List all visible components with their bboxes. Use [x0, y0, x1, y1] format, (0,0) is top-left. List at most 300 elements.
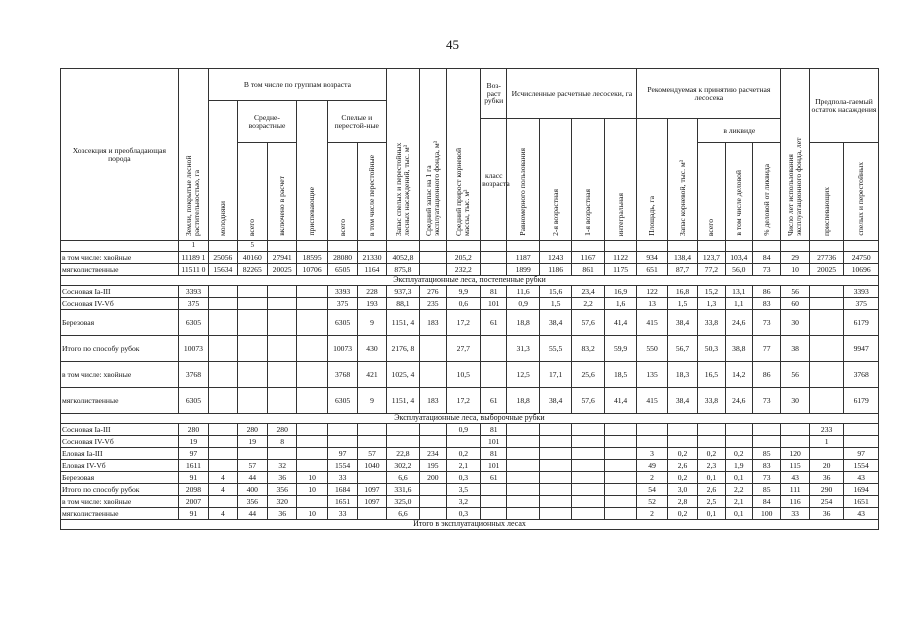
- table-cell: [420, 508, 446, 520]
- header-calc-2age: 2-я возрастная: [539, 119, 571, 241]
- table-cell: [297, 362, 327, 388]
- table-cell: 3393: [178, 286, 208, 298]
- table-cell: [237, 286, 267, 298]
- table-cell: [667, 424, 697, 436]
- table-cell: [844, 424, 879, 436]
- table-cell: 3,2: [446, 496, 481, 508]
- table-cell: 24,6: [725, 388, 752, 414]
- table-cell: [572, 472, 604, 484]
- table-cell: [809, 298, 844, 310]
- table-cell: 19: [178, 436, 208, 448]
- table-cell: 33: [327, 472, 357, 484]
- row-label: Сосновая IV-Vб: [61, 436, 179, 448]
- table-cell: 1694: [844, 484, 879, 496]
- header-calc-1age: 1-я возрастная: [572, 119, 604, 241]
- header-calc-even: Равномерного пользования: [507, 119, 539, 241]
- table-cell: 44: [237, 472, 267, 484]
- table-cell: [604, 484, 637, 496]
- header-years: Число лет использования эксплуатационного фонда, лет: [781, 69, 809, 241]
- column-index-cell: [267, 241, 296, 252]
- table-cell: [507, 496, 539, 508]
- table-cell: 1651: [844, 496, 879, 508]
- table-cell: 2,1: [446, 460, 481, 472]
- table-cell: 32: [267, 460, 296, 472]
- row-label: мягколиственные: [61, 388, 179, 414]
- header-middle-all: всего: [237, 143, 267, 241]
- table-cell: 73: [753, 310, 781, 336]
- table-cell: 875,8: [386, 264, 419, 276]
- table-cell: 2: [637, 472, 667, 484]
- table-cell: [604, 448, 637, 460]
- table-cell: [539, 436, 571, 448]
- table-cell: 0,2: [725, 448, 752, 460]
- table-cell: [572, 424, 604, 436]
- table-cell: 17,1: [539, 362, 571, 388]
- table-cell: 6,6: [386, 508, 419, 520]
- table-cell: [209, 424, 237, 436]
- table-row: [61, 336, 879, 362]
- table-cell: 24750: [844, 252, 879, 264]
- table-cell: 2,6: [667, 460, 697, 472]
- table-cell: 101: [481, 298, 507, 310]
- table-cell: 138,4: [667, 252, 697, 264]
- table-cell: 0,9: [446, 424, 481, 436]
- column-index-cell: [358, 241, 386, 252]
- table-cell: 934: [637, 252, 667, 264]
- table-cell: 4052,8: [386, 252, 419, 264]
- header-mature: Спелые и перестой-ные: [327, 101, 386, 143]
- table-cell: [297, 310, 327, 336]
- table-cell: [386, 424, 419, 436]
- table-row: [61, 472, 879, 484]
- table-cell: 12,5: [507, 362, 539, 388]
- table-cell: 21330: [358, 252, 386, 264]
- table-cell: 415: [637, 310, 667, 336]
- table-cell: 33,8: [698, 310, 725, 336]
- table-cell: 3768: [844, 362, 879, 388]
- table-cell: [507, 436, 539, 448]
- row-label: в том числе: хвойные: [61, 252, 179, 264]
- table-cell: 16,8: [667, 286, 697, 298]
- table-cell: 302,2: [386, 460, 419, 472]
- table-cell: 40160: [237, 252, 267, 264]
- table-cell: 234: [420, 448, 446, 460]
- table-cell: 200: [420, 472, 446, 484]
- forest-estimate-table: [60, 68, 879, 530]
- table-row: [61, 264, 879, 276]
- table-cell: [572, 508, 604, 520]
- table-cell: 38,4: [667, 310, 697, 336]
- row-label: Сосновая IV-Vб: [61, 298, 179, 310]
- table-cell: 4: [209, 472, 237, 484]
- row-label: в том числе: хвойные: [61, 496, 179, 508]
- table-cell: 30: [781, 388, 809, 414]
- table-cell: 83,2: [572, 336, 604, 362]
- table-cell: 73: [753, 472, 781, 484]
- table-cell: 1097: [358, 484, 386, 496]
- header-liquid-pct: % деловой от ликвида: [753, 143, 781, 241]
- table-cell: 1651: [327, 496, 357, 508]
- table-cell: 2,3: [698, 460, 725, 472]
- header-calculated-cuts: Исчисленные расчетные лесосеки, га: [507, 69, 637, 119]
- table-cell: 24,6: [725, 310, 752, 336]
- header-middle-included: включено в расчет: [267, 143, 296, 241]
- table-cell: [267, 298, 296, 310]
- table-cell: 61: [481, 388, 507, 414]
- table-cell: [420, 362, 446, 388]
- table-cell: 2,6: [698, 484, 725, 496]
- table-cell: [209, 496, 237, 508]
- table-cell: 49: [637, 460, 667, 472]
- table-cell: 0,1: [698, 508, 725, 520]
- table-cell: 25,6: [572, 362, 604, 388]
- table-cell: 101: [481, 436, 507, 448]
- table-cell: 1: [809, 436, 844, 448]
- table-cell: 9: [358, 310, 386, 336]
- table-cell: 55,5: [539, 336, 571, 362]
- table-cell: [297, 336, 327, 362]
- table-cell: [209, 448, 237, 460]
- table-cell: [753, 424, 781, 436]
- table-cell: [297, 448, 327, 460]
- row-label: Сосновая Iа-III: [61, 424, 179, 436]
- section-caption: Итого в эксплуатационных лесах: [61, 520, 879, 530]
- table-cell: 6305: [327, 388, 357, 414]
- table-cell: 43: [844, 472, 879, 484]
- table-cell: 88,1: [386, 298, 419, 310]
- table-cell: 73: [753, 264, 781, 276]
- table-cell: [539, 424, 571, 436]
- table-cell: [237, 298, 267, 310]
- table-cell: 36: [267, 508, 296, 520]
- table-row: [61, 388, 879, 414]
- table-cell: [539, 496, 571, 508]
- table-cell: [667, 436, 697, 448]
- table-cell: 3768: [327, 362, 357, 388]
- table-cell: 228: [358, 286, 386, 298]
- table-row: [61, 436, 879, 448]
- table-cell: 10696: [844, 264, 879, 276]
- table-cell: [420, 424, 446, 436]
- table-row: [61, 424, 879, 436]
- column-index-cell: [844, 241, 879, 252]
- table-cell: [237, 336, 267, 362]
- table-cell: 10706: [297, 264, 327, 276]
- table-cell: 20: [809, 460, 844, 472]
- table-cell: 1,9: [725, 460, 752, 472]
- table-cell: [237, 310, 267, 336]
- table-cell: 56,7: [667, 336, 697, 362]
- row-label: Еловая IV-Vб: [61, 460, 179, 472]
- column-index-cell: [446, 241, 481, 252]
- table-cell: [539, 484, 571, 496]
- column-index-cell: [297, 241, 327, 252]
- section-row: [61, 520, 879, 530]
- table-cell: [539, 460, 571, 472]
- table-cell: 23,4: [572, 286, 604, 298]
- column-index-cell: 1: [178, 241, 208, 252]
- column-index-cell: [781, 241, 809, 252]
- table-cell: 2,5: [698, 496, 725, 508]
- table-cell: [267, 362, 296, 388]
- table-cell: 331,6: [386, 484, 419, 496]
- table-cell: [725, 424, 752, 436]
- table-cell: 10: [297, 508, 327, 520]
- table-cell: 27941: [267, 252, 296, 264]
- table-cell: 290: [809, 484, 844, 496]
- table-cell: [572, 484, 604, 496]
- table-cell: 1899: [507, 264, 539, 276]
- table-cell: 6305: [178, 388, 208, 414]
- table-cell: 9,9: [446, 286, 481, 298]
- table-cell: [539, 472, 571, 484]
- table-cell: 33,8: [698, 388, 725, 414]
- table-cell: 183: [420, 310, 446, 336]
- table-cell: 1097: [358, 496, 386, 508]
- table-cell: 18,8: [507, 310, 539, 336]
- table-cell: [237, 448, 267, 460]
- table-cell: 1175: [604, 264, 637, 276]
- table-cell: [420, 484, 446, 496]
- table-cell: 61: [481, 310, 507, 336]
- table-cell: 20025: [267, 264, 296, 276]
- table-cell: 232,2: [446, 264, 481, 276]
- table-cell: 0,2: [667, 472, 697, 484]
- table-cell: 233: [809, 424, 844, 436]
- table-cell: 22,8: [386, 448, 419, 460]
- table-cell: 11,6: [507, 286, 539, 298]
- table-cell: [237, 388, 267, 414]
- table-cell: 0,1: [725, 508, 752, 520]
- table-cell: 116: [781, 496, 809, 508]
- table-cell: [481, 252, 507, 264]
- table-cell: 59,9: [604, 336, 637, 362]
- table-cell: 97: [178, 448, 208, 460]
- table-cell: [297, 496, 327, 508]
- table-cell: 1167: [572, 252, 604, 264]
- table-cell: 50,3: [698, 336, 725, 362]
- table-cell: 27,7: [446, 336, 481, 362]
- header-maturing: приспевающие: [297, 101, 327, 241]
- table-cell: 430: [358, 336, 386, 362]
- table-cell: 91: [178, 508, 208, 520]
- table-cell: 861: [572, 264, 604, 276]
- table-cell: 2007: [178, 496, 208, 508]
- row-label: Еловая Iа-III: [61, 448, 179, 460]
- table-cell: [809, 286, 844, 298]
- table-cell: [572, 436, 604, 448]
- table-cell: [725, 436, 752, 448]
- table-cell: [781, 424, 809, 436]
- table-cell: 1554: [327, 460, 357, 472]
- table-cell: 135: [637, 362, 667, 388]
- table-cell: 0,3: [446, 508, 481, 520]
- header-liquid-business: в том числе деловой: [725, 143, 752, 241]
- row-label: Итого по способу рубок: [61, 484, 179, 496]
- table-cell: [507, 484, 539, 496]
- header-species: Хозсекция и преобладающая порода: [61, 69, 179, 241]
- table-cell: 2,1: [725, 496, 752, 508]
- table-cell: [481, 336, 507, 362]
- table-cell: [698, 424, 725, 436]
- table-cell: 0,2: [667, 508, 697, 520]
- table-cell: 82265: [237, 264, 267, 276]
- table-cell: 122: [637, 286, 667, 298]
- column-index-cell: [481, 241, 507, 252]
- header-remaining-stands: Предпола-гаемый остаток насаждения: [809, 69, 878, 143]
- table-cell: 15634: [209, 264, 237, 276]
- table-cell: 9: [358, 388, 386, 414]
- table-cell: 18,5: [604, 362, 637, 388]
- table-cell: 2,8: [667, 496, 697, 508]
- column-index-cell: [667, 241, 697, 252]
- table-cell: 3: [637, 448, 667, 460]
- table-cell: [446, 436, 481, 448]
- table-cell: 0,1: [698, 472, 725, 484]
- table-cell: 1243: [539, 252, 571, 264]
- table-row: [61, 362, 879, 388]
- table-cell: 280: [237, 424, 267, 436]
- table-cell: 83: [753, 298, 781, 310]
- table-cell: 937,3: [386, 286, 419, 298]
- table-cell: 0,2: [667, 448, 697, 460]
- table-cell: 77,2: [698, 264, 725, 276]
- table-cell: [809, 336, 844, 362]
- table-cell: 57: [237, 460, 267, 472]
- table-cell: 9947: [844, 336, 879, 362]
- table-cell: [297, 436, 327, 448]
- table-cell: [358, 436, 386, 448]
- table-cell: 0,6: [446, 298, 481, 310]
- table-cell: 400: [237, 484, 267, 496]
- row-label: Березовая: [61, 472, 179, 484]
- table-cell: 38,4: [539, 388, 571, 414]
- table-cell: 2,2: [572, 298, 604, 310]
- table-cell: 36: [809, 472, 844, 484]
- table-cell: [698, 436, 725, 448]
- table-cell: 1122: [604, 252, 637, 264]
- column-index-cell: 5: [237, 241, 267, 252]
- table-cell: 320: [267, 496, 296, 508]
- table-cell: 43: [844, 508, 879, 520]
- table-cell: 100: [753, 508, 781, 520]
- table-cell: 10073: [178, 336, 208, 362]
- table-row: [61, 310, 879, 336]
- table-cell: 235: [420, 298, 446, 310]
- table-cell: [209, 336, 237, 362]
- column-index-cell: [209, 241, 237, 252]
- table-cell: [237, 362, 267, 388]
- table-cell: 56: [781, 286, 809, 298]
- table-cell: 183: [420, 388, 446, 414]
- header-rec-area: Площадь, га: [637, 119, 667, 241]
- table-cell: 3,0: [667, 484, 697, 496]
- table-cell: 81: [481, 448, 507, 460]
- header-mature-all: всего: [327, 143, 357, 241]
- table-cell: 56,0: [725, 264, 752, 276]
- table-cell: 356: [237, 496, 267, 508]
- table-row: [61, 460, 879, 472]
- table-cell: 19: [237, 436, 267, 448]
- table-cell: 85: [753, 484, 781, 496]
- table-cell: 56: [781, 362, 809, 388]
- table-cell: [637, 436, 667, 448]
- table-cell: [209, 286, 237, 298]
- column-index-cell: [61, 241, 179, 252]
- table-cell: 16,5: [698, 362, 725, 388]
- table-cell: 83: [753, 460, 781, 472]
- table-cell: [809, 388, 844, 414]
- table-cell: 0,9: [507, 298, 539, 310]
- header-rec-liquid: в ликвиде: [698, 119, 781, 143]
- table-cell: [209, 388, 237, 414]
- table-cell: 2098: [178, 484, 208, 496]
- header-calc-integral: интегральная: [604, 119, 637, 241]
- table-row: [61, 484, 879, 496]
- table-cell: 6179: [844, 310, 879, 336]
- table-cell: 120: [781, 448, 809, 460]
- table-cell: 375: [844, 298, 879, 310]
- table-cell: 86: [753, 362, 781, 388]
- table-cell: 18,3: [667, 362, 697, 388]
- row-label: Сосновая Iа-III: [61, 286, 179, 298]
- table-cell: [481, 496, 507, 508]
- table-cell: 0,3: [446, 472, 481, 484]
- section-row: [61, 414, 879, 424]
- table-cell: 84: [753, 252, 781, 264]
- column-index-cell: [327, 241, 357, 252]
- table-cell: 4: [209, 508, 237, 520]
- header-age-groups: В том числе по группам возраста: [209, 69, 387, 101]
- table-cell: 27736: [809, 252, 844, 264]
- table-cell: 1040: [358, 460, 386, 472]
- table-cell: 77: [753, 336, 781, 362]
- table-cell: 1684: [327, 484, 357, 496]
- table-cell: 3393: [327, 286, 357, 298]
- table-cell: 86: [753, 286, 781, 298]
- header-area: Земли, покрытые лесной растительностью, га: [178, 69, 208, 241]
- table-cell: 1,3: [698, 298, 725, 310]
- table-cell: 123,7: [698, 252, 725, 264]
- table-cell: 17,2: [446, 388, 481, 414]
- table-cell: 57: [358, 448, 386, 460]
- table-cell: 30: [781, 310, 809, 336]
- column-index-cell: [507, 241, 539, 252]
- section-caption: Эксплуатационные леса, выборочные рубки: [61, 414, 879, 424]
- table-cell: 1,5: [539, 298, 571, 310]
- table-cell: 85: [753, 448, 781, 460]
- table-cell: 54: [637, 484, 667, 496]
- table-cell: [809, 362, 844, 388]
- table-cell: [481, 508, 507, 520]
- section-caption: Эксплуатационные леса, постепенные рубки: [61, 276, 879, 286]
- table-cell: [507, 424, 539, 436]
- table-cell: [809, 310, 844, 336]
- table-cell: 13: [637, 298, 667, 310]
- table-cell: 57,6: [572, 310, 604, 336]
- table-cell: 28080: [327, 252, 357, 264]
- column-index-cell: [637, 241, 667, 252]
- table-cell: 15,6: [539, 286, 571, 298]
- table-cell: [209, 460, 237, 472]
- header-rec-root-stock: Запас корневой, тыс. м³: [667, 119, 697, 241]
- table-cell: [420, 496, 446, 508]
- table-cell: 36: [267, 472, 296, 484]
- table-cell: 33: [781, 508, 809, 520]
- table-row: [61, 508, 879, 520]
- column-index-row: [61, 241, 879, 252]
- table-cell: 14,2: [725, 362, 752, 388]
